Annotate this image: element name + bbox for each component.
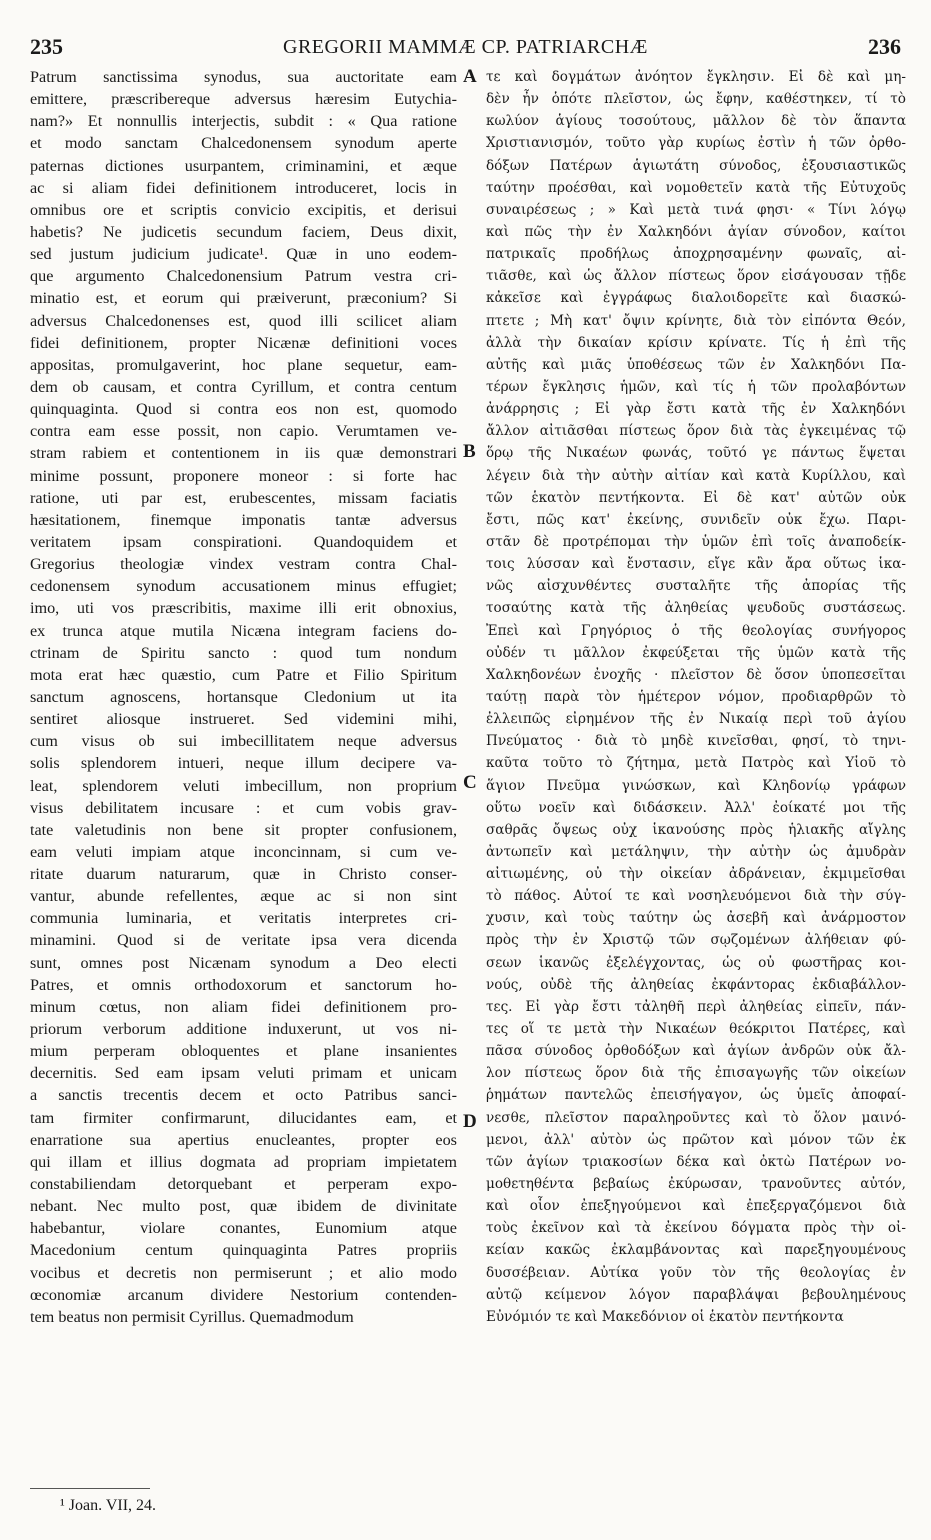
latin-column [30,66,457,1328]
greek-text-line: ἅγιον Πνεῦμα γινώσκων, καὶ Κληδονίῳ γράφων [486,777,906,794]
latin-text-line: sentiret aliosque instrueret. Sed videmini mihi, [30,710,457,729]
latin-text-line: adversus Chalcedonenses est, quod illi scilicet aliam [30,311,457,330]
latin-text-line: vantur, abunde refellentes, æque ac si non sint [30,887,457,906]
latin-text-line: Patrum sanctissima synodus, sua auctoritate eam [30,68,457,86]
margin-marker-c: C [463,772,477,793]
footnote-rule [30,1488,150,1489]
latin-text-line: enarratione sua apertius enucleantes, propter eos [30,1130,457,1149]
greek-text-line: στᾶν δὲ προτρέπομαι τὴν ὑμῶν ἐπὶ τοῖς ἀναποδείκ- [486,533,906,550]
running-header [30,34,901,62]
latin-text-line: priorum verborum additione induxerunt, ut vos ni- [30,1020,457,1039]
greek-text-line: ἀλλὰ τὴν δικαίαν κρίσιν κρίνατε. Τίς ἡ ἐπὶ τῆς [486,334,906,351]
greek-text-line: ἔστι, πῶς κατ' ἐκείνης, συνιδεῖν οὐκ ἔχω. Παρι- [486,511,906,528]
greek-text-line: οὐδέν τι μᾶλλον ἐκφεύξεται τῆς ὑμῶν κατὰ τῆς [486,644,906,661]
greek-text-line: πατρικαῖς προδήλως ἀποχρησαμένην φωναῖς, αἰ- [486,246,906,263]
greek-text-line: αἰτιωμένης, οὐ τὴν οἰκείαν ἀδράνειαν, ἐκμιμεῖσθαι [486,866,906,883]
latin-text-line: contra eam esse possit, non capio. Verumtamen ve- [30,422,457,441]
greek-text-line: ταύτην προέσθαι, καὶ νομοθετεῖν κατὰ τῆς Εὐτυχοῦς [486,179,906,196]
latin-text-line: Macedonium centum quinquaginta Patres propriis [30,1241,457,1260]
latin-text-line: solis splendorem intueri, neque illum decipere va- [30,754,457,773]
latin-text-line: leat, splendorem veluti imbecillum, non proprium [30,776,457,795]
latin-text-line: œconomiæ arcanum dividere Nestorium contenden- [30,1285,457,1304]
greek-text-line: συναιρέσεως ; » Καὶ μετὰ τινά φησι· « Τίνι λόγῳ [486,201,906,218]
greek-text-line: Εὐνόμιόν τε καὶ Μακεδόνιον οἱ ἑκατὸν πεντήκοντα [486,1308,844,1325]
greek-text-line: Πνεύματος · διὰ τὸ μηδὲ κινεῖσθαι, φησί, τὸ τηνι- [486,733,906,750]
greek-text-line: αὐτῆς καὶ μιᾶς ὑποθέσεως τῶν ἐν Χαλκηδόνι Πα- [486,356,906,373]
greek-text-line: τες οἵ τε μετὰ τὴν Νικαέων θεόκριτοι Πατέρες, καὶ [486,1021,906,1038]
greek-text-line: σεων ἱκανῶς ἐξελέγχοντας, ὡς οὐ φωστῆρας κοι- [486,954,906,971]
greek-text-line: οὕτω νοεῖν καὶ διδάσκειν. Ἀλλ' ἐοίκατέ μοι τῆς [486,799,906,816]
latin-text-line: minum cœtus, non aliam fidei definitionem pro- [30,997,457,1016]
greek-text-line: λον πίστεως ὅρον διὰ τῆς ἐπισαγωγῆς τῶν οἰκείων [486,1065,906,1082]
latin-text-line: constabiliendam detorquebant et perperam expo- [30,1175,457,1194]
latin-text-line: minatio est, et eorum qui præiverunt, præconium? Si [30,289,457,308]
latin-text-line: Patres, et omnis orthodoxorum et sanctorum ho- [30,975,457,994]
latin-text-line: tate valetudinis non bene sit propter confusionem, [30,820,457,839]
latin-text-line: tam firmiter confirmarunt, dilucidantes eam, et [30,1108,457,1127]
latin-text-line: nebant. Nec multo post, quæ ibidem de divinitate [30,1197,457,1216]
greek-column [486,66,906,1328]
margin-marker-a: A [463,66,477,87]
latin-text-line: veritatem ipsam conspirationi. Quandoquidem et [30,532,457,551]
latin-text-line: cedonensem synodum accusationem minus effugiet; [30,577,457,596]
latin-text-line: visus debilitatem incusare : et cum vobis grav- [30,798,457,817]
greek-text-line: ἀνάρρησις ; Εἰ γὰρ ἔστι κατὰ τῆς ἐν Χαλκηδόνι [486,401,906,418]
latin-text-line: paternas dictiones usurpantem, criminamini, et æque [30,156,457,175]
greek-text-line: νούς, οὐδὲ τῆς ἀληθείας ἐκφάντορας ἐκδιαβάλλον- [486,976,906,993]
latin-text-line: ratione, uti par est, erubescentes, missam faciatis [30,488,457,507]
greek-text-line: δόξων Πατέρων ἁγιωτάτη σύνοδος, ἐξουσιαστικῶς [486,157,906,174]
greek-text-line: Χριστιανισμόν, τοῦτο γὰρ κυρίως ἐστὶν ἡ τῶν ὀρθο- [486,135,906,152]
greek-text-line: μενοι, ἀλλ' αὐτὸν ὡς πρῶτον καὶ μόνον τῶν ἐκ [486,1131,906,1148]
latin-text-line: Gregorius theologiæ vindex vestram contra Chal- [30,555,457,574]
greek-text-line: ῥημάτων παντελῶς ἐπεισήγαγον, ὡς ὑμεῖς ἀποφαί- [486,1087,906,1104]
running-title: GREGORII MAMMÆ CP. PATRIARCHÆ [283,36,648,58]
greek-text-line: τε καὶ δογμάτων ἀνόητον ἔγκλησιν. Εἰ δὲ καὶ μη- [486,69,906,85]
latin-text-line: nam?» Et nonnullis interjectis, subdit : « Qua ratione [30,112,457,131]
latin-text-line: imo, uti vos præscribitis, maxime illi erit obnoxius, [30,599,457,618]
margin-marker-d: D [463,1111,477,1132]
latin-text-line: decernitis. Sed eam ipsam veluti primam et unicam [30,1064,457,1083]
greek-text-line: καὶ οἷον ἐπεξηγούμενοι καὶ ἐπεξεργαζόμενοι διὰ [486,1198,906,1215]
greek-text-line: καῦτα τοῦτο τὸ ζήτημα, μετὰ Πατρὸς καὶ Υἱοῦ τὸ [486,755,906,772]
greek-text-line: κἀκεῖσε καὶ ἐγγράφως διαλοιδορεῖτε καὶ διασκώ- [486,290,906,307]
greek-text-line: τοὺς ἐκεῖνον καὶ τὰ ἐκείνου δόγματα πρὸς τὴν οἰ- [486,1220,906,1237]
greek-text-line: καὶ πῶς τὴν ἐν Χαλκηδόνι ἁγίαν σύνοδον, καίτοι [486,223,906,240]
greek-text-line: τιᾶσθε, καὶ ὡς ἄλλον πίστεως ὅρον εἰσάγουσαν τῇδε [486,268,906,285]
latin-text-line: appositas, promulgaverint, hoc plane sequetur, eam- [30,355,457,374]
latin-text-line: minamini. Quod si de veritate ipsa vera dicenda [30,931,457,950]
greek-text-line: Ἐπεὶ καὶ Γρηγόριος ὁ τῆς θεολογίας συνήγορος [486,622,906,639]
latin-text-line: fidei definitionem, propter Nicænæ definitioni voces [30,333,457,352]
latin-text-line: emittere, præscribereque adversus hæresim Eutychia- [30,90,457,109]
greek-text-line: τῶν ἁγίων τριακοσίων δέκα καὶ ὀκτὼ Πατέρων νο- [486,1153,906,1170]
latin-text-line: mota erat hæc quæstio, cum Patre et Filio Spiritum [30,665,457,684]
greek-text-line: αὐτῷ κείμενον λόγον παραβλάψαι βεβουλημένους [486,1286,906,1303]
greek-text-line: πᾶσα σύνοδος ὀρθοδόξων καὶ ἁγίων ἀνδρῶν οὐκ ἄλ- [486,1043,906,1060]
latin-text-line: ex trunca atque mutila Nicæna integram faciens do- [30,621,457,640]
greek-text-line: πρὸς τὴν ἐν Χριστῷ τῶν σῳζομένων ἀλήθειαν φύ- [486,932,906,949]
greek-text-line: λέγειν διὰ τὴν αὐτὴν αἰτίαν καὶ κατὰ Κυρίλλου, καὶ [486,467,906,484]
latin-text-line: eam veluti impiam atque inconcinnam, si cum ve- [30,842,457,861]
latin-text-line: omnibus ore et scriptis convicio excipitis, et derisui [30,200,457,219]
latin-text-line: tem beatus non permisit Cyrillus. Quemadmodum [30,1307,354,1326]
greek-text-line: ἀντωπεῖν καὶ μετάληψιν, τὴν αὐτὴν ὡς ἀμυδρὰν [486,843,906,860]
latin-text-line: hæsitationem, finemque imponatis tantæ adversus [30,510,457,529]
greek-text-line: κείαν κακῶς ἐκλαμβάνοντας καὶ παρεξηγουμένους [486,1242,906,1259]
latin-text-line: mium perperam obloquentes et plane insanientes [30,1042,457,1061]
greek-text-line: νεσθε, πλεῖστον παραληροῦντες καὶ τὸ ὅλον μαινό- [486,1109,906,1126]
greek-text-line: πτετε ; Μὴ κατ' ὄψιν κρίνητε, διὰ τὸν εἰπόντα Θεόν, [486,312,906,329]
greek-text-line: ὅρῳ τῆς Νικαέων φωνάς, τοῦτό γε πάντως ἕψεται [486,445,906,462]
greek-text-line: σαθρᾶς ὄψεως οὐχ ἱκανούσης πρὸς ἡλιακῆς αἴγλης [486,821,906,838]
latin-text-line: habetis? Ne judicetis secundum faciem, Deus dixit, [30,222,457,241]
latin-text-line: que argumento Chalcedonensium Patrum vestra cri- [30,267,457,286]
latin-text-line: quinquaginta. Quod si contra eos non est, quomodo [30,400,457,419]
greek-text-line: ἐλλειπῶς εἰρημένον τῆς ἐν Νικαίᾳ περὶ τοῦ ἁγίου [486,711,906,728]
latin-text-line: ac si aliam fidei definitionem introduceret, locis in [30,178,457,197]
greek-text-line: δυσσέβειαν. Αὐτίκα γοῦν τὸν τῆς θεολογίας ἐν [486,1264,906,1281]
greek-text-line: τες. Εἰ γὰρ ἔστι τἀληθῆ περὶ ἀληθείας εἰπεῖν, πάν- [486,998,906,1015]
page-number-right: 236 [868,34,901,59]
latin-text-line: qui illam et illius dogmata ad propriam impietatem [30,1152,457,1171]
latin-text-line: communia luminaria, et veritatis interpretes cri- [30,909,457,928]
latin-text-line: dem ob causam, et contra Cyrillum, et contra centum [30,377,457,396]
greek-text-line: χυσιν, καὶ τοὺς ταύτην ὡς ἀσεβῆ καὶ ἀνάρμοστον [486,910,906,927]
greek-text-line: κωλύον ἁγίους τοσούτους, μᾶλλον δὲ τὸν ἅπαντα [486,113,906,130]
latin-text-line: cum visus ob sui imbecillitatem neque adversus [30,732,457,751]
greek-text-line: τὸ πάθος. Αὐτοί τε καὶ νοσηλευόμενοι διὰ τὴν σύγ- [486,888,906,905]
page-number-left: 235 [30,34,63,59]
greek-text-line: δὲν ἦν ὁπότε πλεῖστον, ὡς ἔφην, καθέστηκεν, τί τὸ [486,91,906,108]
latin-text-line: habebantur, violare conantes, Eunomium atque [30,1219,457,1238]
greek-text-line: τέρων ἔγκλησις ἡμῶν, καὶ τίς ἡ τῶν προλαβόντων [486,378,906,395]
latin-text-line: sunt, omnes post Nicænam synodum a Deo electi [30,953,457,972]
greek-text-line: μοθετηθέντα βεβαίως ἐκύρωσαν, τρανοῦντες αὐτόν, [486,1176,906,1193]
margin-marker-b: B [463,441,476,462]
latin-text-line: sed justum judicium judicate¹. Quæ in uno eodem- [30,245,457,264]
latin-text-line: ctrinam de Spiritu sancto : quod tum nondum [30,643,457,662]
greek-text-line: τῶν ἑκατὸν πεντήκοντα. Εἰ δὲ κατ' αὐτῶν οὐκ [486,489,906,506]
greek-text-line: Χαλκηδονέων ἐνοχῆς · πλεῖστον δὲ ὅσον ὑποπεσεῖται [486,666,906,683]
footnote: ¹ Joan. VII, 24. [60,1497,157,1514]
greek-text-line: νῶς αἰσχυνθέντες συσταλῆτε τῆς ἀπορίας τῆς [486,578,906,595]
latin-text-line: ritate duarum naturarum, quæ in Christo conser- [30,865,457,884]
latin-text-line: sanctum agnoscens, hortansque Cledonium ut ita [30,687,457,706]
latin-text-line: stram rabiem et contentionem in iis quæ demonstrari [30,444,457,463]
greek-text-line: τοις λύσσαν καὶ ἔνστασιν, εἴγε κἂν ἄρα οὕτως ἱκα- [486,556,906,573]
greek-text-line: τοσαύτης κατὰ τῆς ἀληθείας ψευδοῦς συστάσεως. [486,600,906,617]
latin-text-line: a sanctis trecentis decem et octo Patribus sanci- [30,1086,457,1105]
greek-text-line: ταύτῃ παρὰ τὸν ἡμέτερον νόμον, προδιαρθρῶν τὸ [486,688,906,705]
greek-text-line: ἄλλον αἰτιᾶσθαι πίστεως ὅρον διὰ τὰς ἐγκειμένας τῷ [486,423,906,440]
latin-text-line: minime possunt, proponere moneor : si forte hac [30,466,457,485]
latin-text-line: vocibus et decretis non permiserunt ; et alio modo [30,1263,457,1282]
latin-text-line: et modo sanctam Chalcedonensem synodum aperte [30,134,457,153]
